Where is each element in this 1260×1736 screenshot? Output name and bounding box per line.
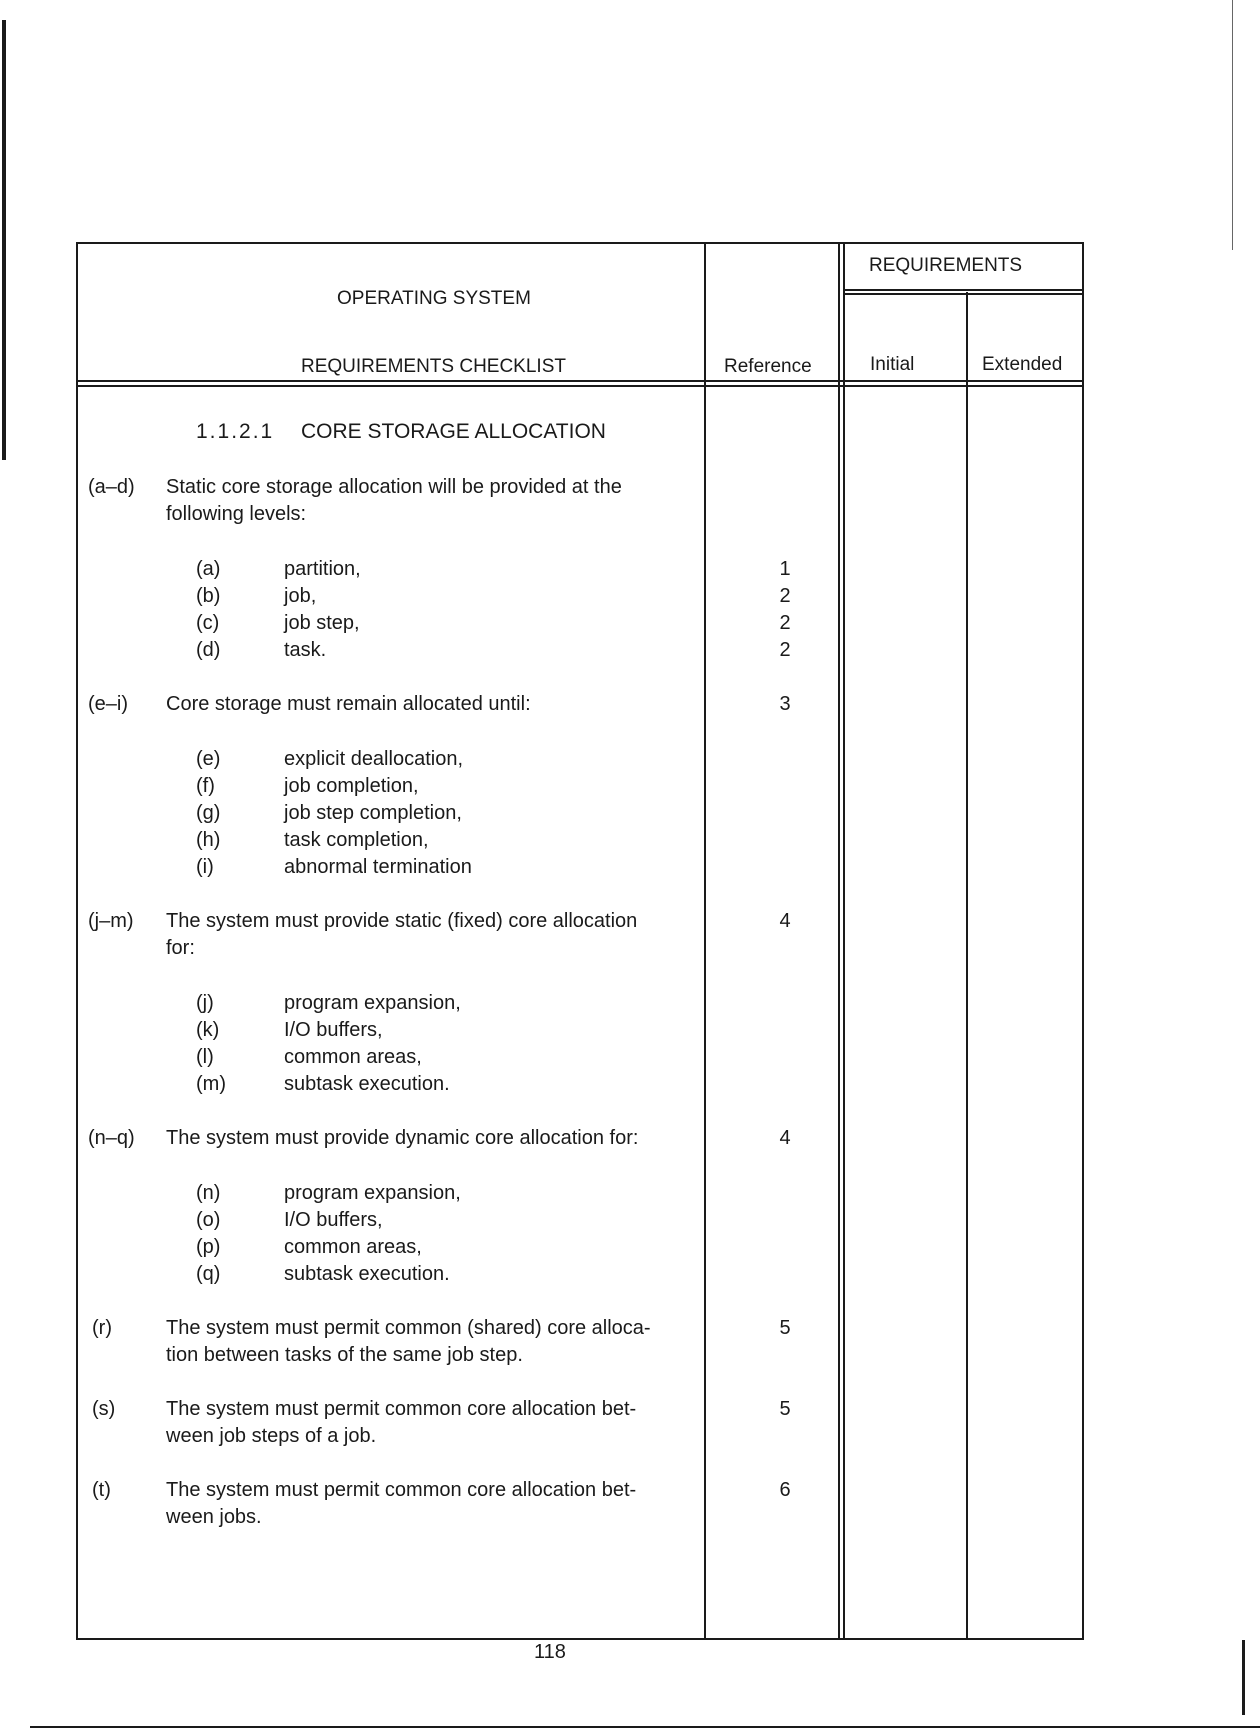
sub-label: (f) — [196, 775, 215, 797]
item-reference: 5 — [779, 1398, 791, 1420]
sub-label: (i) — [196, 856, 214, 878]
item-label: (t) — [92, 1479, 111, 1501]
sub-label: (d) — [196, 639, 221, 661]
table-border-bottom — [76, 1638, 1084, 1640]
header-divider-2 — [76, 385, 1084, 387]
right-scan-edge — [1242, 1640, 1245, 1715]
sub-reference: 1 — [779, 558, 791, 580]
requirements-column-divider-2 — [843, 242, 845, 1640]
table-title-line2: REQUIREMENTS CHECKLIST — [301, 356, 566, 377]
sub-label: (b) — [196, 585, 221, 607]
sub-text: job, — [284, 585, 317, 607]
sub-reference: 2 — [779, 612, 791, 634]
requirements-subheader-line-2 — [843, 293, 1084, 295]
requirements-column-divider — [838, 242, 840, 1640]
item-text-line1: The system must permit common core allocation bet- — [166, 1398, 637, 1420]
reference-header: Reference — [724, 356, 812, 377]
section-title: CORE STORAGE ALLOCATION — [301, 420, 606, 443]
item-reference: 5 — [779, 1317, 791, 1339]
sub-text: common areas, — [284, 1046, 422, 1068]
item-label: (n–q) — [88, 1127, 135, 1149]
sub-text: subtask execution. — [284, 1073, 450, 1095]
item-reference: 4 — [779, 910, 791, 932]
sub-text: program expansion, — [284, 1182, 461, 1204]
sub-text: I/O buffers, — [284, 1209, 383, 1231]
table-border-right — [1082, 242, 1084, 1640]
sub-text: common areas, — [284, 1236, 422, 1258]
sub-text: job completion, — [284, 775, 419, 797]
sub-text: job step completion, — [284, 802, 462, 824]
sub-text: program expansion, — [284, 992, 461, 1014]
item-text-line1: The system must permit common (shared) core alloca- — [166, 1317, 651, 1339]
sub-label: (g) — [196, 802, 221, 824]
sub-text: explicit deallocation, — [284, 748, 463, 770]
item-text-line2: following levels: — [166, 503, 307, 525]
sub-label: (l) — [196, 1046, 214, 1068]
requirements-header: REQUIREMENTS — [869, 255, 1023, 276]
sub-text: job step, — [284, 612, 360, 634]
table-title-line1: OPERATING SYSTEM — [337, 288, 531, 309]
item-label: (r) — [92, 1317, 112, 1339]
item-reference: 4 — [779, 1127, 791, 1149]
top-right-scan-edge — [1232, 0, 1233, 250]
sub-label: (a) — [196, 558, 221, 580]
sub-label: (h) — [196, 829, 221, 851]
item-text-line2: ween job steps of a job. — [166, 1425, 377, 1447]
item-label: (j–m) — [88, 910, 134, 932]
requirements-subheader-line — [843, 289, 1084, 291]
item-reference: 6 — [779, 1479, 791, 1501]
sub-text: abnormal termination — [284, 856, 472, 878]
sub-label: (o) — [196, 1209, 221, 1231]
header-divider — [76, 380, 1084, 382]
item-text-line2: tion between tasks of the same job step. — [166, 1344, 523, 1366]
sub-label: (c) — [196, 612, 220, 634]
page-number: 118 — [534, 1641, 566, 1663]
sub-label: (k) — [196, 1019, 220, 1041]
table-border-left — [76, 242, 78, 1640]
sub-text: I/O buffers, — [284, 1019, 383, 1041]
sub-label: (n) — [196, 1182, 221, 1204]
reference-column-divider — [704, 242, 706, 1640]
sub-label: (m) — [196, 1073, 226, 1095]
item-label: (s) — [92, 1398, 116, 1420]
sub-text: task. — [284, 639, 327, 661]
extended-header: Extended — [982, 354, 1063, 375]
sub-text: task completion, — [284, 829, 429, 851]
bottom-scan-edge — [30, 1726, 1260, 1728]
sub-label: (e) — [196, 748, 221, 770]
left-scan-edge — [2, 20, 6, 460]
item-label: (e–i) — [88, 693, 129, 715]
sub-text: subtask execution. — [284, 1263, 450, 1285]
sub-label: (q) — [196, 1263, 221, 1285]
item-text-line1: Static core storage allocation will be provided at the — [166, 476, 622, 498]
table-border-top — [76, 242, 1084, 244]
sub-label: (j) — [196, 992, 214, 1014]
section-number: 1.1.2.1 — [196, 420, 275, 443]
item-text-line1: The system must provide static (fixed) core allocation — [166, 910, 638, 932]
sub-label: (p) — [196, 1236, 221, 1258]
item-text-line1: Core storage must remain allocated until: — [166, 693, 531, 715]
item-text-line1: The system must provide dynamic core allocation for: — [166, 1127, 639, 1149]
initial-header: Initial — [870, 354, 915, 375]
item-reference: 3 — [779, 693, 791, 715]
sub-text: partition, — [284, 558, 361, 580]
sub-reference: 2 — [779, 585, 791, 607]
item-text-line2: ween jobs. — [166, 1506, 262, 1528]
initial-extended-divider — [966, 292, 968, 1640]
item-text-line1: The system must permit common core allocation bet- — [166, 1479, 637, 1501]
sub-reference: 2 — [779, 639, 791, 661]
item-label: (a–d) — [88, 476, 135, 498]
item-text-line2: for: — [166, 937, 195, 959]
